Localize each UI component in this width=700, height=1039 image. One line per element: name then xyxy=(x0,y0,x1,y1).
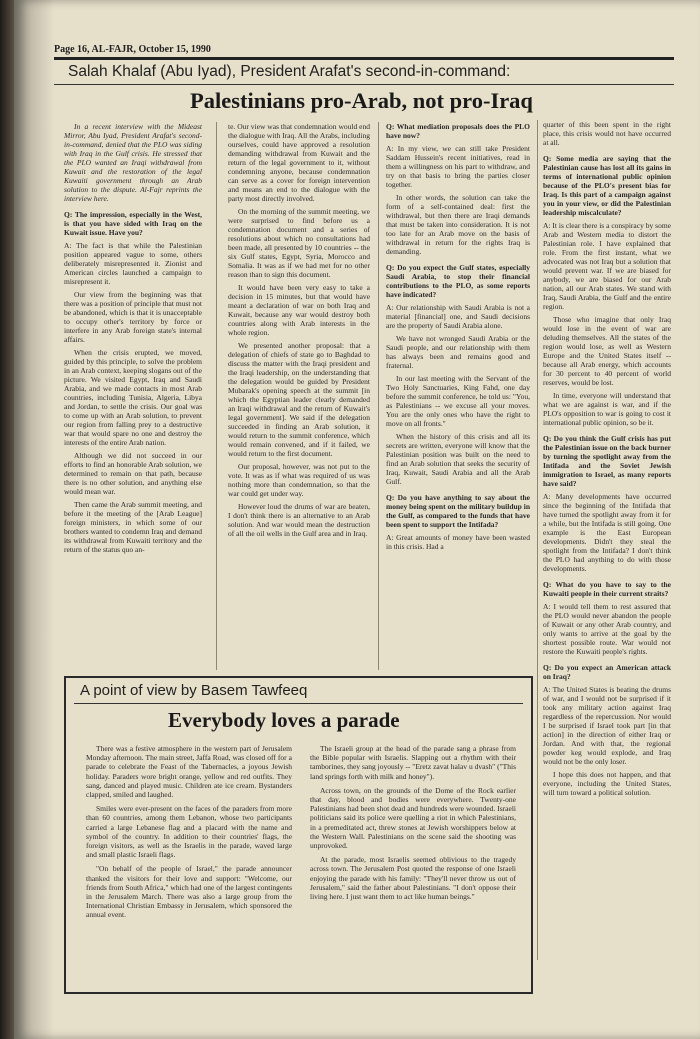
answer: A: Many developments have occurred since the beginning of the Intifada that have turned the spotlight away from it for a while, but the Intifada is still going. One example is the East European developments. Didn't they steal the spotlight from the Intifada? I don't think the PLO had anything to do with those developments. xyxy=(543,492,671,573)
box-kicker: A point of view by Basem Tawfeeq xyxy=(80,682,308,699)
paragraph: Our proposal, however, was not put to the vote. It was as if what was required of us was nothing more than condemnation, so that the war could get under way. xyxy=(228,462,370,498)
question: Q: Do you have anything to say about the money being spent on the military buildup in the Gulf, as compared to the funds that have been spent to support the Intifada? xyxy=(386,493,530,529)
article-column-3 xyxy=(386,122,530,555)
paragraph: In our last meeting with the Servant of the Two Holy Sanctuaries, King Fahd, one day before the summit conference, he told us: "You, as Palestinians -- we excuse all your moves. You are the only ones who have the right to move on all fronts." xyxy=(386,374,530,428)
paragraph: Our view from the beginning was that there was a position of principle that must not be abandoned, which is that it is unacceptable to occupy other's territory by force or interfere in any Arab foreign state's internal affairs. xyxy=(64,290,202,344)
paragraph: When the history of this crisis and all its secrets are written, everyone will know that the Palestinian position was built on the need to find an Arab solution that seeks the security of Iraq, Kuwait, Saudi Arabia and all the Arab Gulf. xyxy=(386,432,530,486)
answer: A: The fact is that while the Palestinian position appeared vague to some, others deliberately misrepresented it. Zionist and American circles launched a campaign to misrepresent it. xyxy=(64,241,202,286)
paragraph: In time, everyone will understand that what we are against is war, and if the PLO's opposition to war is going to cost it international public opinion, so be it. xyxy=(543,391,671,427)
kicker-rule xyxy=(54,84,674,85)
box-rule xyxy=(74,703,523,704)
article-kicker: Salah Khalaf (Abu Iyad), President Arafat's second-in-command: xyxy=(68,63,511,80)
question: Q: Do you think the Gulf crisis has put the Palestinian issue on the back burner by turning the spotlight away from the Intifada and the Soviet Jewish immigration to Israel, as many reports have said? xyxy=(543,434,671,488)
paragraph: Then came the Arab summit meeting, and before it the meeting of the [Arab League] foreign ministers, in which some of our brothers wanted to condemn Iraq and demand its withdrawal from Kuwaiti territory and the return of the status quo an- xyxy=(64,500,202,554)
box-headline: Everybody loves a parade xyxy=(168,708,400,732)
column-divider xyxy=(378,122,379,670)
article-column-4 xyxy=(543,120,671,801)
paragraph: I hope this does not happen, and that everyone, including the United States, will turn toward a political solution. xyxy=(543,770,671,797)
answer: A: Great amounts of money have been wasted in this crisis. Had a xyxy=(386,533,530,551)
box-column-2 xyxy=(310,744,516,906)
paragraph: Smiles were ever-present on the faces of the paraders from more than 60 countries, among them Lebanon, whose two participants carried a large Lebanese flag and a placard with the name and symbol of the country. In addition to their countries' flags, the foreign visitors, as well as the Israelis in the parade, waved large and small plastic Israeli flags. xyxy=(86,804,292,860)
paragraph: On the morning of the summit meeting, we were surprised to find before us a condemnation document and a series of resolutions about which no consultations had been made, all presented by 10 countries -- the six Gulf states, Egypt, Syria, Morocco and Somalia. It was as if we had met for no other reason than to sign this document. xyxy=(228,207,370,279)
question: Q: What mediation proposals does the PLO have now? xyxy=(386,122,530,140)
answer: A: Our relationship with Saudi Arabia is not a material [financial] one, and Saudi decisions are the property of Saudi Arabia alone. xyxy=(386,303,530,330)
paragraph: quarter of this been spent in the right place, this crisis would not have occurred at all. xyxy=(543,120,671,147)
article-headline: Palestinians pro-Arab, not pro-Iraq xyxy=(190,88,533,113)
paragraph: However loud the drums of war are beaten, I don't think there is an alternative to an Arab solution. And war would mean the destruction of all the oil wells in the Gulf area and in Iraq. xyxy=(228,502,370,538)
paragraph: te. Our view was that condemnation would end the dialogue with Iraq. All the Arabs, including ourselves, could have approved a resolution demanding withdrawal from Kuwait and the return of the legal government to it, without condemning anyone, because condemnation can serve as a cover for foreign intervention and means an end to the dialogue with the party most directly involved. xyxy=(228,122,370,203)
answer: A: The United States is beating the drums of war, and I would not be surprised if it took any military action against Iraq regardless of the repercussion. Nor would I be surprised if Israel took part [in that action] in the direction of either Iraq or Jordan. And with that, the regional powder keg would explode, and Iraq would not be the only loser. xyxy=(543,685,671,766)
paragraph: When the crisis erupted, we moved, guided by this principle, to solve the problem in an Arab context, keeping slogans out of the picture. We visited Egypt, Iraq and Saudi Arabia, and we made contacts in most Arab countries, including Tunisia, Algeria, Libya and Jordan, to settle the crisis. Our goal was to come up with an Arab solution, to prevent our region from falling prey to a destructive war that would spare no one and destroy the interests of the entire Arab nation. xyxy=(64,348,202,447)
article-column-1 xyxy=(64,122,202,558)
top-rule xyxy=(54,57,674,60)
question: Q: Do you expect the Gulf states, especially Saudi Arabia, to stop their financial contributions to the PLO, as some reports have indicated? xyxy=(386,263,530,299)
article-column-2 xyxy=(228,122,370,542)
paragraph: The Israeli group at the head of the parade sang a phrase from the Bible popular with Israelis. Slapping out a rhythm with their tamborines, they sang joyously -- "Eretz zavat halav u dvash" ("This land springs forth with milk and honey"). xyxy=(310,744,516,781)
sidebar-box xyxy=(64,676,533,994)
paragraph: We have not wronged Saudi Arabia or the Saudi people, and our relationship with them has always been and remains good and fraternal. xyxy=(386,334,530,370)
paragraph: Across town, on the grounds of the Dome of the Rock earlier that day, blood and bodies were everywhere. Twenty-one Palestinians had been shot dead and hundreds were wounded. Israeli politicians said its police were quelling a riot in which Palestinians, in a premeditated act, threw stones at Jewish worshippers below at the Western Wall. Palestinians on the scene said the shooting was unprovoked. xyxy=(310,785,516,851)
paragraph: Those who imagine that only Iraq would lose in the event of war are deluding themselves. All the states of the region would lose, as well as Western Europe and the United States itself -- because all Arab energy, which accounts for 30 percent to 40 percent of world reserves, would be lost. xyxy=(543,315,671,387)
paragraph: We presented another proposal: that a delegation of chiefs of state go to Baghdad to discuss the matter with the Iraqi president and the Iraqi leadership, on the understanding that the delegation would be guided by President Mubarak's opening speech at the summit [in which the Egyptian leader clearly demanded an Iraqi withdrawal and the return of Kuwait's legal government]. We said if the delegation succeeded in finding an Arab solution, it would return to the summit conference, which would remain convened, and if it failed, we would return to the first document. xyxy=(228,341,370,458)
paragraph: It would have been very easy to take a decision in 15 minutes, but that would have meant a declaration of war on both Iraq and Kuwait, because any war would destroy both countries along with Arab interests in the whole region. xyxy=(228,283,370,337)
paragraph: In other words, the solution can take the form of a self-contained deal: first the withdrawal, but then there are Iraqi demands that must be taken into consideration. It is not too late for an Arab move on the basis of withdrawal in return for the rights Iraq is demanding. xyxy=(386,193,530,256)
question: Q: Do you expect an American attack on Iraq? xyxy=(543,663,671,681)
answer: A: It is clear there is a conspiracy by some Arab and Western media to distort the Palestinian role. I have explained that role. From the first instant, what we advocated was not Iraq but a solution that would prevent war. If we are biased for anybody, we are biased for our Arab nation, all our Arab states. We stand with Iraq, Saudi Arabia, the Gulf and the entire region. xyxy=(543,221,671,311)
page-edge-shadow xyxy=(14,0,54,1039)
answer: A: I would tell them to rest assured that the PLO would never abandon the people of Kuwait or any other Arab country, and only wants to arrive at the goal by the shortest possible route. War would not restore the Kuwaiti people's rights. xyxy=(543,602,671,656)
book-spine xyxy=(0,0,14,1039)
paragraph: There was a festive atmosphere in the western part of Jerusalem Monday afternoon. The main street, Jaffa Road, was closed off for a parade to celebrate the Feast of the Tabernacles, a joyous Jewish holiday. Paraders wore bright orange, yellow and red outfits. They sang, danced and played music. Children ate ice cream. Bystanders clapped, smiled and laughed. xyxy=(86,744,292,800)
question: Q: What do you have to say to the Kuwaiti people in their current straits? xyxy=(543,580,671,598)
article-intro: In a recent interview with the Mideast Mirror, Abu Iyad, President Arafat's second-in-command, denied that the PLO was siding with Iraq in the Gulf crisis. He stressed that the PLO wanted an Iraqi withdrawal from Kuwait and the restoration of the legal Kuwaiti government through an Arab solution to the dispute. Al-Fajr reprints the interview here. xyxy=(64,122,202,203)
question: Q: The impression, especially in the West, is that you have sided with Iraq on the Kuwait issue. Have you? xyxy=(64,210,202,237)
answer: A: In my view, we can still take President Saddam Hussein's recent initiatives, read in them a willingness on his part to withdraw, and try on that basis to bring the parties closer together. xyxy=(386,144,530,189)
paragraph: Although we did not succeed in our efforts to find an honorable Arab solution, we determined to remain on that path, because there is no other solution, and anything else would mean war. xyxy=(64,451,202,496)
paragraph: At the parade, most Israelis seemed oblivious to the tragedy across town. The Jerusalem Post quoted the response of one Israeli enjoying the parade with his family: "They'll never throw us out of Jerusalem," said the father about Palestinians. "I don't oppose their living here. I just want them to act like human beings." xyxy=(310,855,516,902)
column-divider xyxy=(537,120,538,960)
paragraph: "On behalf of the people of Israel," the parade announcer thanked the visitors for their love and support: "Welcome, our friends from South Africa," which had one of the largest contingents in the Jerusalem March. There was also a large group from the International Christian Embassy in Jerusalem, which sponsored the annual event. xyxy=(86,864,292,920)
page-folio: Page 16, AL-FAJR, October 15, 1990 xyxy=(54,44,211,55)
column-divider xyxy=(216,122,217,670)
box-column-1 xyxy=(86,744,292,925)
question: Q: Some media are saying that the Palestinian cause has lost all its gains in terms of international public opinion because of the PLO's present bias for Iraq. Is this part of a campaign against you in your view, or did the Palestinian leadership miscalculate? xyxy=(543,154,671,217)
